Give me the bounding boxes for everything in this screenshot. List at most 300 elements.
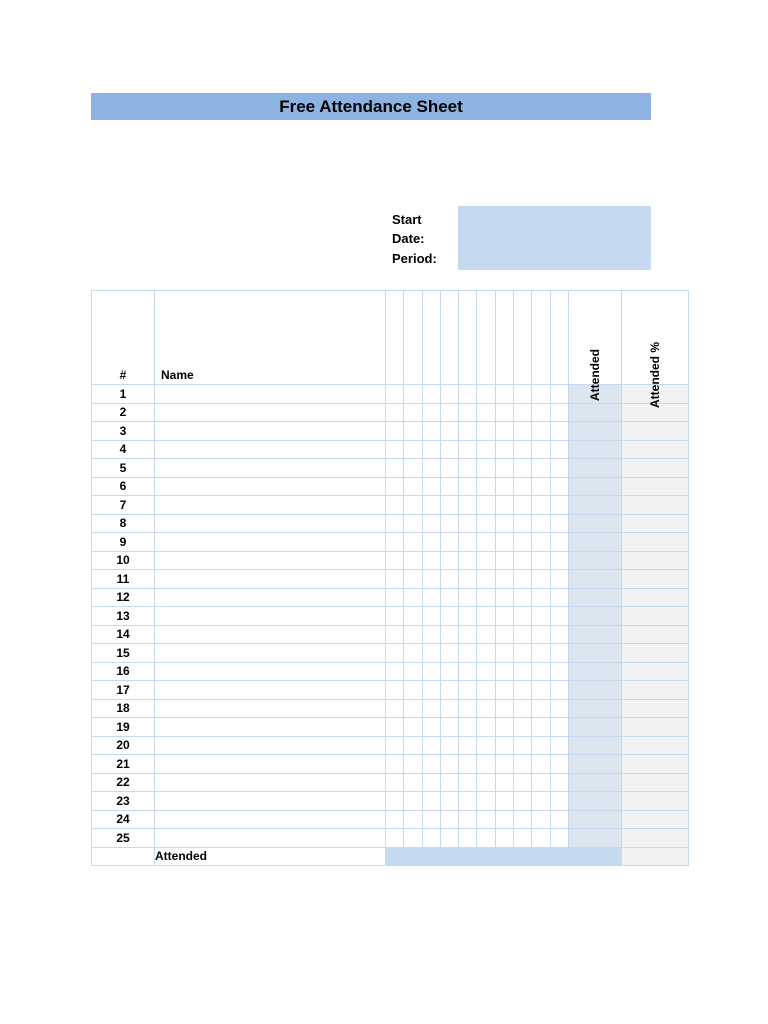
day-cell[interactable] [477, 662, 495, 681]
name-cell[interactable] [155, 570, 386, 589]
day-cell[interactable] [404, 773, 422, 792]
day-cell[interactable] [459, 625, 477, 644]
name-cell[interactable] [155, 736, 386, 755]
day-cell[interactable] [550, 718, 568, 737]
name-cell[interactable] [155, 829, 386, 848]
day-cell[interactable] [459, 699, 477, 718]
day-cell[interactable] [532, 644, 550, 663]
day-cell[interactable] [550, 551, 568, 570]
day-cell[interactable] [514, 699, 532, 718]
attended-cell [568, 551, 621, 570]
name-cell[interactable] [155, 385, 386, 404]
day-cell[interactable] [459, 755, 477, 774]
day-cell[interactable] [422, 459, 440, 478]
day-cell[interactable] [532, 607, 550, 626]
day-column-header[interactable] [422, 291, 440, 385]
row-number: 5 [92, 459, 155, 478]
name-cell[interactable] [155, 422, 386, 441]
day-cell[interactable] [477, 755, 495, 774]
name-cell[interactable] [155, 773, 386, 792]
day-cell[interactable] [532, 829, 550, 848]
day-cell[interactable] [422, 792, 440, 811]
day-cell[interactable] [440, 736, 458, 755]
name-cell[interactable] [155, 459, 386, 478]
attended-cell [568, 570, 621, 589]
day-cell[interactable] [514, 810, 532, 829]
day-cell[interactable] [440, 514, 458, 533]
day-cell[interactable] [440, 422, 458, 441]
day-cell[interactable] [514, 459, 532, 478]
day-cell[interactable] [404, 681, 422, 700]
day-cell[interactable] [514, 755, 532, 774]
day-cell[interactable] [495, 551, 513, 570]
day-cell[interactable] [550, 403, 568, 422]
day-cell[interactable] [440, 588, 458, 607]
day-column-header[interactable] [440, 291, 458, 385]
day-cell[interactable] [550, 477, 568, 496]
name-cell[interactable] [155, 718, 386, 737]
day-cell[interactable] [532, 662, 550, 681]
day-cell[interactable] [550, 570, 568, 589]
day-cell[interactable] [386, 699, 404, 718]
day-cell[interactable] [404, 477, 422, 496]
day-cell[interactable] [477, 385, 495, 404]
day-cell[interactable] [550, 755, 568, 774]
name-cell[interactable] [155, 496, 386, 515]
day-cell[interactable] [404, 718, 422, 737]
day-cell[interactable] [477, 699, 495, 718]
name-cell[interactable] [155, 792, 386, 811]
day-cell[interactable] [440, 699, 458, 718]
day-cell[interactable] [386, 422, 404, 441]
day-cell[interactable] [532, 403, 550, 422]
day-cell[interactable] [495, 459, 513, 478]
day-cell[interactable] [404, 533, 422, 552]
day-cell[interactable] [404, 514, 422, 533]
day-cell[interactable] [495, 810, 513, 829]
day-cell[interactable] [404, 792, 422, 811]
day-cell[interactable] [422, 385, 440, 404]
table-row [92, 477, 689, 496]
day-cell[interactable] [550, 459, 568, 478]
day-cell[interactable] [440, 644, 458, 663]
number-column-header: # [92, 291, 155, 385]
day-cell[interactable] [532, 551, 550, 570]
day-cell[interactable] [440, 718, 458, 737]
day-cell[interactable] [459, 422, 477, 441]
day-cell[interactable] [477, 792, 495, 811]
day-cell[interactable] [514, 477, 532, 496]
day-cell[interactable] [514, 385, 532, 404]
day-cell[interactable] [459, 514, 477, 533]
name-cell[interactable] [155, 755, 386, 774]
day-cell[interactable] [459, 810, 477, 829]
day-cell[interactable] [532, 385, 550, 404]
day-cell[interactable] [550, 422, 568, 441]
day-cell[interactable] [440, 385, 458, 404]
day-cell[interactable] [404, 699, 422, 718]
day-column-header[interactable] [459, 291, 477, 385]
day-cell[interactable] [440, 533, 458, 552]
day-cell[interactable] [550, 773, 568, 792]
day-cell[interactable] [422, 403, 440, 422]
day-cell[interactable] [477, 810, 495, 829]
day-cell[interactable] [550, 607, 568, 626]
day-cell[interactable] [477, 403, 495, 422]
day-cell[interactable] [459, 588, 477, 607]
day-cell[interactable] [404, 459, 422, 478]
day-cell[interactable] [532, 810, 550, 829]
day-cell[interactable] [404, 755, 422, 774]
day-cell[interactable] [495, 681, 513, 700]
name-cell[interactable] [155, 533, 386, 552]
day-cell[interactable] [459, 792, 477, 811]
day-cell[interactable] [532, 792, 550, 811]
day-cell[interactable] [386, 459, 404, 478]
day-cell[interactable] [477, 773, 495, 792]
day-cell[interactable] [404, 736, 422, 755]
day-cell[interactable] [422, 440, 440, 459]
day-cell[interactable] [550, 829, 568, 848]
day-cell[interactable] [514, 607, 532, 626]
day-cell[interactable] [495, 385, 513, 404]
day-cell[interactable] [532, 625, 550, 644]
day-cell[interactable] [386, 644, 404, 663]
day-cell[interactable] [386, 496, 404, 515]
day-cell[interactable] [386, 792, 404, 811]
day-cell[interactable] [404, 607, 422, 626]
day-column-header[interactable] [495, 291, 513, 385]
name-cell[interactable] [155, 403, 386, 422]
day-column-header[interactable] [404, 291, 422, 385]
day-cell[interactable] [440, 662, 458, 681]
day-cell[interactable] [404, 551, 422, 570]
day-cell[interactable] [422, 422, 440, 441]
day-cell[interactable] [532, 681, 550, 700]
day-cell[interactable] [422, 607, 440, 626]
day-cell[interactable] [459, 403, 477, 422]
day-cell[interactable] [422, 551, 440, 570]
day-column-header[interactable] [386, 291, 404, 385]
footer-empty-cell [92, 847, 155, 866]
day-cell[interactable] [532, 588, 550, 607]
day-cell[interactable] [532, 440, 550, 459]
day-cell[interactable] [477, 533, 495, 552]
day-cell[interactable] [404, 829, 422, 848]
name-cell[interactable] [155, 607, 386, 626]
day-cell[interactable] [532, 422, 550, 441]
day-cell[interactable] [514, 588, 532, 607]
day-cell[interactable] [386, 681, 404, 700]
day-column-header[interactable] [550, 291, 568, 385]
day-cell[interactable] [550, 440, 568, 459]
day-cell[interactable] [440, 607, 458, 626]
day-cell[interactable] [386, 829, 404, 848]
day-cell[interactable] [514, 440, 532, 459]
day-cell[interactable] [477, 551, 495, 570]
name-cell[interactable] [155, 477, 386, 496]
day-cell[interactable] [477, 459, 495, 478]
day-cell[interactable] [477, 829, 495, 848]
day-cell[interactable] [459, 736, 477, 755]
day-cell[interactable] [422, 662, 440, 681]
day-cell[interactable] [422, 644, 440, 663]
day-cell[interactable] [422, 514, 440, 533]
day-cell[interactable] [514, 644, 532, 663]
day-cell[interactable] [404, 440, 422, 459]
name-cell[interactable] [155, 681, 386, 700]
day-cell[interactable] [550, 736, 568, 755]
day-cell[interactable] [550, 496, 568, 515]
day-cell[interactable] [550, 533, 568, 552]
day-cell[interactable] [440, 403, 458, 422]
day-cell[interactable] [514, 773, 532, 792]
day-cell[interactable] [386, 607, 404, 626]
day-cell[interactable] [404, 496, 422, 515]
day-cell[interactable] [532, 736, 550, 755]
day-cell[interactable] [514, 736, 532, 755]
day-cell[interactable] [495, 514, 513, 533]
day-cell[interactable] [386, 514, 404, 533]
day-cell[interactable] [495, 755, 513, 774]
day-cell[interactable] [422, 625, 440, 644]
day-cell[interactable] [404, 644, 422, 663]
name-cell[interactable] [155, 810, 386, 829]
day-cell[interactable] [422, 773, 440, 792]
day-cell[interactable] [440, 755, 458, 774]
day-cell[interactable] [404, 625, 422, 644]
day-cell[interactable] [495, 644, 513, 663]
day-cell[interactable] [495, 477, 513, 496]
day-cell[interactable] [495, 422, 513, 441]
row-number: 2 [92, 403, 155, 422]
day-cell[interactable] [459, 459, 477, 478]
day-cell[interactable] [477, 440, 495, 459]
day-cell[interactable] [550, 792, 568, 811]
day-column-header[interactable] [532, 291, 550, 385]
day-cell[interactable] [550, 644, 568, 663]
day-cell[interactable] [422, 588, 440, 607]
name-cell[interactable] [155, 440, 386, 459]
day-cell[interactable] [514, 829, 532, 848]
day-cell[interactable] [477, 422, 495, 441]
day-cell[interactable] [514, 551, 532, 570]
day-cell[interactable] [440, 496, 458, 515]
row-number: 18 [92, 699, 155, 718]
day-cell[interactable] [440, 459, 458, 478]
day-cell[interactable] [440, 440, 458, 459]
day-cell[interactable] [404, 570, 422, 589]
day-cell[interactable] [422, 477, 440, 496]
day-cell[interactable] [440, 551, 458, 570]
day-cell[interactable] [532, 755, 550, 774]
day-cell[interactable] [532, 718, 550, 737]
day-cell[interactable] [386, 755, 404, 774]
day-cell[interactable] [459, 662, 477, 681]
day-cell[interactable] [514, 496, 532, 515]
day-cell[interactable] [459, 477, 477, 496]
attended-percent-cell [621, 699, 688, 718]
day-cell[interactable] [422, 681, 440, 700]
day-cell[interactable] [386, 477, 404, 496]
day-cell[interactable] [440, 681, 458, 700]
day-cell[interactable] [495, 829, 513, 848]
day-cell[interactable] [422, 755, 440, 774]
day-cell[interactable] [440, 773, 458, 792]
day-cell[interactable] [550, 514, 568, 533]
name-cell[interactable] [155, 644, 386, 663]
day-cell[interactable] [477, 477, 495, 496]
name-cell[interactable] [155, 662, 386, 681]
day-cell[interactable] [386, 551, 404, 570]
day-cell[interactable] [550, 681, 568, 700]
day-column-header[interactable] [477, 291, 495, 385]
day-cell[interactable] [459, 440, 477, 459]
day-cell[interactable] [440, 477, 458, 496]
day-cell[interactable] [440, 810, 458, 829]
name-cell[interactable] [155, 514, 386, 533]
day-cell[interactable] [386, 625, 404, 644]
attended-cell [568, 496, 621, 515]
attended-cell [568, 755, 621, 774]
day-cell[interactable] [459, 496, 477, 515]
day-cell[interactable] [532, 496, 550, 515]
day-cell[interactable] [495, 403, 513, 422]
day-cell[interactable] [514, 570, 532, 589]
day-cell[interactable] [386, 588, 404, 607]
day-cell[interactable] [422, 810, 440, 829]
day-cell[interactable] [532, 477, 550, 496]
day-cell[interactable] [422, 496, 440, 515]
day-cell[interactable] [440, 792, 458, 811]
day-cell[interactable] [532, 570, 550, 589]
day-cell[interactable] [514, 403, 532, 422]
day-cell[interactable] [495, 736, 513, 755]
day-cell[interactable] [459, 385, 477, 404]
day-cell[interactable] [550, 385, 568, 404]
day-cell[interactable] [532, 699, 550, 718]
day-cell[interactable] [386, 662, 404, 681]
day-cell[interactable] [404, 662, 422, 681]
day-cell[interactable] [495, 570, 513, 589]
day-cell[interactable] [440, 625, 458, 644]
day-cell[interactable] [514, 533, 532, 552]
day-cell[interactable] [514, 514, 532, 533]
day-cell[interactable] [386, 773, 404, 792]
day-cell[interactable] [495, 625, 513, 644]
day-column-header[interactable] [514, 291, 532, 385]
day-cell[interactable] [532, 533, 550, 552]
day-cell[interactable] [404, 588, 422, 607]
name-cell[interactable] [155, 625, 386, 644]
day-cell[interactable] [514, 422, 532, 441]
day-cell[interactable] [386, 533, 404, 552]
day-cell[interactable] [532, 514, 550, 533]
day-cell[interactable] [422, 718, 440, 737]
day-cell[interactable] [477, 736, 495, 755]
day-cell[interactable] [514, 681, 532, 700]
row-number: 10 [92, 551, 155, 570]
day-cell[interactable] [459, 570, 477, 589]
day-cell[interactable] [422, 699, 440, 718]
start-date-period-input[interactable] [458, 206, 651, 270]
day-cell[interactable] [386, 570, 404, 589]
day-cell[interactable] [386, 440, 404, 459]
day-cell[interactable] [459, 607, 477, 626]
day-cell[interactable] [550, 699, 568, 718]
day-cell[interactable] [440, 570, 458, 589]
day-cell[interactable] [514, 625, 532, 644]
day-cell[interactable] [495, 662, 513, 681]
day-cell[interactable] [386, 736, 404, 755]
day-cell[interactable] [495, 440, 513, 459]
day-cell[interactable] [495, 792, 513, 811]
day-cell[interactable] [477, 607, 495, 626]
day-cell[interactable] [422, 736, 440, 755]
day-cell[interactable] [386, 403, 404, 422]
day-cell[interactable] [495, 607, 513, 626]
day-cell[interactable] [404, 422, 422, 441]
day-cell[interactable] [495, 718, 513, 737]
day-cell[interactable] [550, 625, 568, 644]
day-cell[interactable] [477, 588, 495, 607]
day-cell[interactable] [514, 792, 532, 811]
day-cell[interactable] [532, 773, 550, 792]
day-cell[interactable] [422, 829, 440, 848]
name-cell[interactable] [155, 551, 386, 570]
day-cell[interactable] [532, 459, 550, 478]
day-cell[interactable] [459, 551, 477, 570]
attended-cell [568, 718, 621, 737]
day-cell[interactable] [550, 810, 568, 829]
day-cell[interactable] [440, 829, 458, 848]
day-cell[interactable] [459, 829, 477, 848]
day-cell[interactable] [495, 588, 513, 607]
day-cell[interactable] [422, 570, 440, 589]
day-cell[interactable] [495, 496, 513, 515]
day-cell[interactable] [477, 644, 495, 663]
name-cell[interactable] [155, 588, 386, 607]
day-cell[interactable] [495, 533, 513, 552]
day-cell[interactable] [477, 496, 495, 515]
day-cell[interactable] [459, 718, 477, 737]
day-cell[interactable] [477, 625, 495, 644]
day-cell[interactable] [477, 570, 495, 589]
day-cell[interactable] [514, 718, 532, 737]
day-cell[interactable] [386, 718, 404, 737]
day-cell[interactable] [550, 588, 568, 607]
day-cell[interactable] [459, 773, 477, 792]
day-cell[interactable] [422, 533, 440, 552]
day-cell[interactable] [550, 662, 568, 681]
day-cell[interactable] [477, 681, 495, 700]
day-cell[interactable] [459, 681, 477, 700]
day-cell[interactable] [404, 810, 422, 829]
day-cell[interactable] [495, 699, 513, 718]
table-row [92, 755, 689, 774]
day-cell[interactable] [404, 403, 422, 422]
name-cell[interactable] [155, 699, 386, 718]
day-cell[interactable] [386, 385, 404, 404]
day-cell[interactable] [459, 644, 477, 663]
day-cell[interactable] [404, 385, 422, 404]
day-cell[interactable] [495, 773, 513, 792]
day-cell[interactable] [386, 810, 404, 829]
day-cell[interactable] [459, 533, 477, 552]
day-cell[interactable] [477, 514, 495, 533]
day-cell[interactable] [514, 662, 532, 681]
day-cell[interactable] [477, 718, 495, 737]
